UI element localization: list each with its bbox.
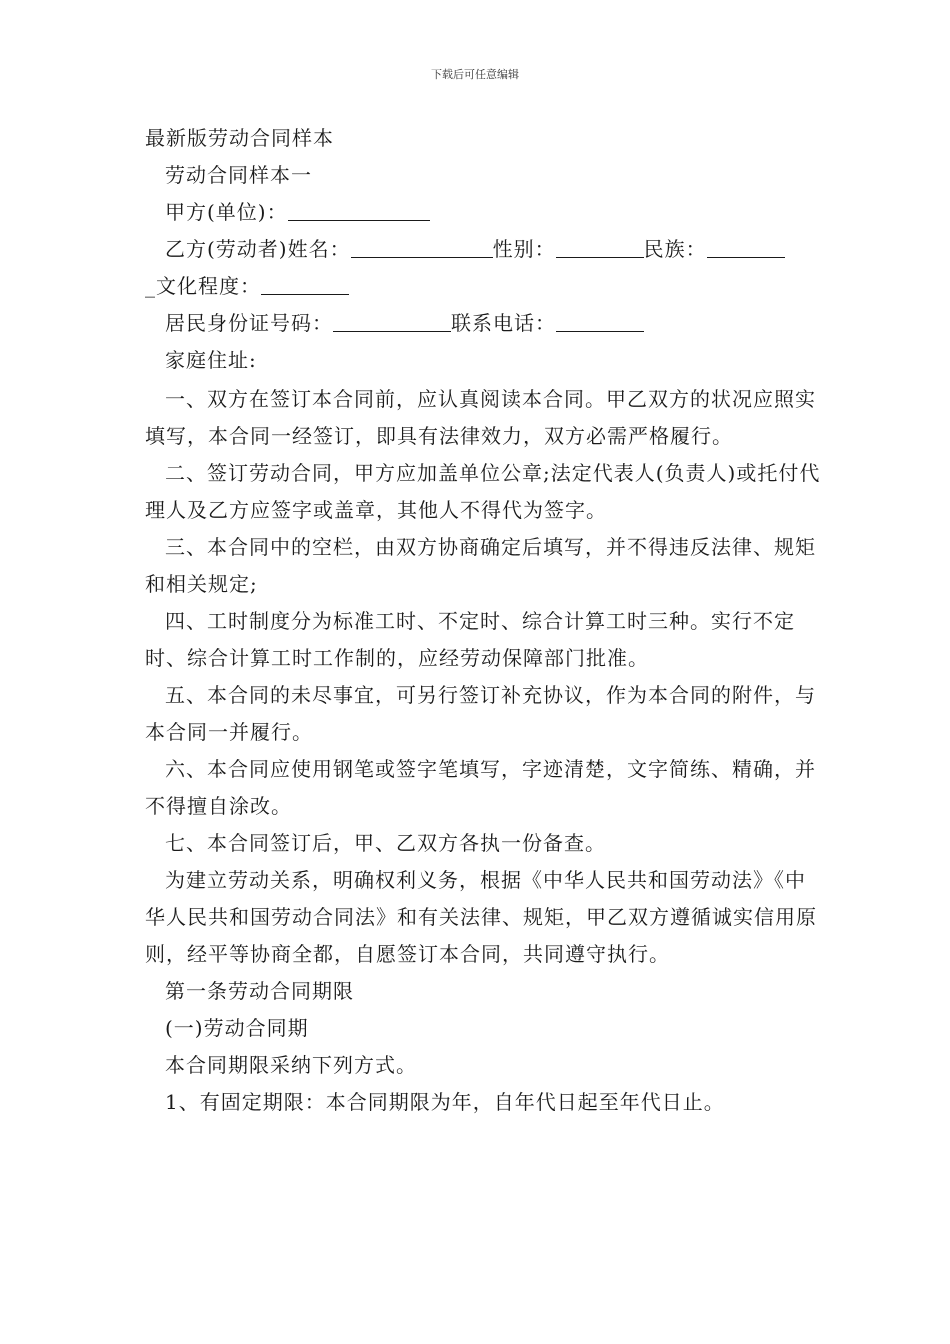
education-line — [145, 268, 825, 305]
party-a-blank — [288, 198, 430, 221]
article-1-item-1: 1、有固定期限：本合同期限为年，自年代日起至年代日止。 — [165, 1090, 725, 1114]
header-note: 下载后可任意编辑 — [431, 68, 519, 81]
article-1-text: 本合同期限采纳下列方式。 — [165, 1053, 417, 1077]
article-1-subtitle: (一)劳动合同期 — [165, 1016, 309, 1040]
phone-blank — [556, 309, 644, 332]
party-b-name-blank — [351, 235, 493, 258]
party-b-line — [145, 231, 825, 268]
address-line: 家庭住址: — [165, 348, 257, 372]
article-1-title: 第一条劳动合同期限 — [165, 979, 354, 1003]
document-title: 最新版劳动合同样本 — [145, 126, 334, 150]
item-4: 四、工时制度分为标准工时、不定时、综合计算工时三种。实行不定时、综合计算工时工作制的，应经劳动保障部门批准。 — [145, 609, 795, 670]
item-6: 六、本合同应使用钢笔或签字笔填写，字迹清楚，文字简练、精确，并不得擅自涂改。 — [145, 757, 816, 818]
ethnicity-label: 民族： — [643, 237, 707, 261]
education-blank — [261, 272, 349, 295]
item-1: 一、双方在签订本合同前，应认真阅读本合同。甲乙双方的状况应照实填写，本合同一经签订，即具有法律效力，双方必需严格履行。 — [145, 387, 816, 448]
item-7: 七、本合同签订后，甲、乙双方各执一份备查。 — [165, 831, 606, 855]
ethnicity-blank — [707, 235, 785, 258]
id-label: 居民身份证号码： — [165, 311, 333, 335]
item-5: 五、本合同的未尽事宜，可另行签订补充协议，作为本合同的附件，与本合同一并履行。 — [145, 683, 816, 744]
item-3: 三、本合同中的空栏，由双方协商确定后填写，并不得违反法律、规矩和相关规定; — [145, 535, 816, 596]
phone-label: 联系电话： — [451, 311, 556, 335]
document-subtitle: 劳动合同样本一 — [165, 163, 312, 187]
party-a-label: 甲方(单位)： — [165, 200, 288, 224]
gender-blank — [556, 235, 644, 258]
contract-document — [145, 120, 825, 1121]
party-b-name-label: 乙方(劳动者)姓名： — [165, 237, 351, 261]
gender-label: 性别： — [492, 237, 556, 261]
party-a-line — [145, 194, 825, 231]
preamble-paragraph: 为建立劳动关系，明确权利义务，根据《中华人民共和国劳动法》《中华人民共和国劳动合同法》和有关法律、规矩，甲乙双方遵循诚实信用原则，经平等协商全都，自愿签订本合同，共同遵守执行。 — [145, 868, 817, 966]
item-2: 二、签订劳动合同，甲方应加盖单位公章;法定代表人(负责人)或托付代理人及乙方应签字或盖章，其他人不得代为签字。 — [145, 461, 821, 522]
education-leading-blank: _ — [145, 274, 156, 298]
id-phone-line — [145, 305, 825, 342]
education-label: 文化程度： — [156, 274, 261, 298]
id-blank — [333, 309, 451, 332]
